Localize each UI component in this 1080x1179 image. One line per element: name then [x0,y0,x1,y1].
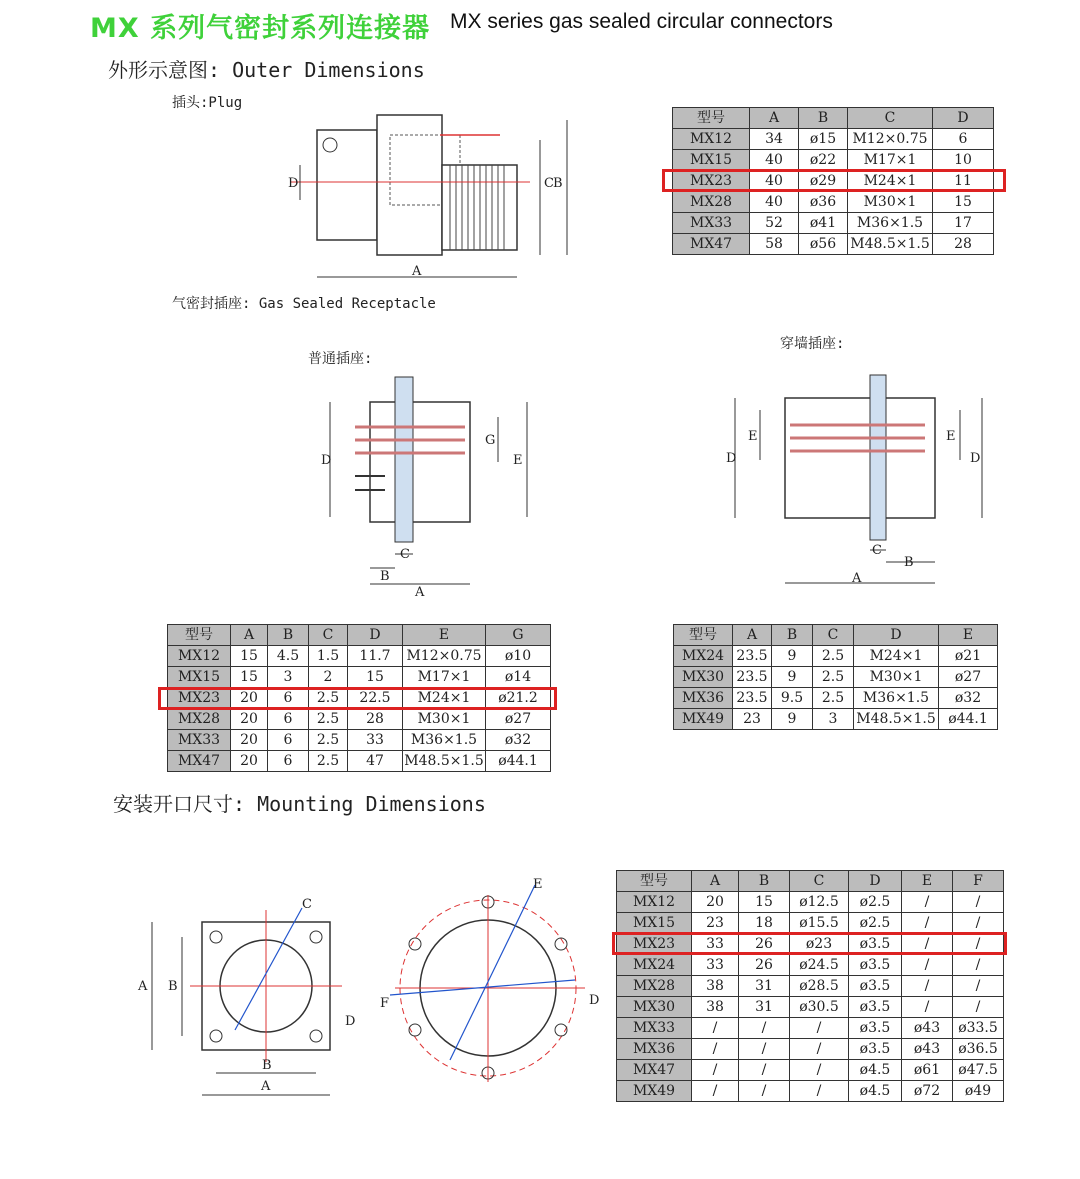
table-cell: 47 [348,751,403,772]
table-cell: M36×1.5 [403,730,486,751]
table-cell: / [902,976,953,997]
table-cell: ø41 [799,213,848,234]
model-cell: MX28 [617,976,692,997]
col-header: E [403,625,486,646]
table-cell: 9.5 [772,688,813,709]
table-row [674,646,998,667]
table-cell: M24×1 [848,171,933,192]
table-cell: / [953,934,1004,955]
table-cell: / [790,1018,849,1039]
table-cell: M12×0.75 [403,646,486,667]
table-cell: 2 [309,667,348,688]
receptacle-label: 气密封插座: Gas Sealed Receptacle [172,296,436,312]
table-cell: 2.5 [813,667,854,688]
normal-dim-b: B [380,569,390,584]
model-cell: MX23 [168,688,231,709]
table-cell: M48.5×1.5 [848,234,933,255]
table-cell: / [739,1039,790,1060]
table-cell: M30×1 [854,667,939,688]
col-header: A [733,625,772,646]
table-cell: / [790,1039,849,1060]
table-cell: ø3.5 [849,934,902,955]
model-cell: MX28 [168,709,231,730]
model-cell: MX23 [673,171,750,192]
table-cell: 2.5 [309,730,348,751]
plug-dim-d: D [288,176,299,191]
normal-dim-g: G [485,433,496,448]
table-cell: / [953,997,1004,1018]
wall-dim-d-right: D [970,451,981,466]
table-cell: / [902,997,953,1018]
col-header: C [848,108,933,129]
table-row [673,213,994,234]
table-cell: ø12.5 [790,892,849,913]
model-cell: MX33 [617,1018,692,1039]
table-cell: M24×1 [403,688,486,709]
col-header: B [739,871,790,892]
model-cell: MX15 [617,913,692,934]
table-cell: / [739,1018,790,1039]
wall-receptacle-table [673,624,998,730]
table-cell: ø2.5 [849,892,902,913]
table-cell: 15 [348,667,403,688]
wall-dim-e-right: E [946,429,956,444]
mount-dim-d-round: D [589,993,600,1008]
col-header: B [799,108,848,129]
table-row [168,709,551,730]
table-cell: 40 [750,150,799,171]
table-cell: / [953,976,1004,997]
table-cell: 18 [739,913,790,934]
table-cell: ø3.5 [849,1039,902,1060]
table-row [673,129,994,150]
table-row [673,234,994,255]
round-mount-drawing [375,870,610,1090]
table-row [617,913,1004,934]
table-cell: 20 [231,688,268,709]
table-cell: 15 [231,667,268,688]
table-row [617,1039,1004,1060]
highlight-mx23-plug [662,169,1006,192]
table-cell: ø47.5 [953,1060,1004,1081]
table-cell: 23 [733,709,772,730]
mounting-dimensions-heading: 安装开口尺寸: Mounting Dimensions [113,792,486,816]
mount-hole-icon [409,938,421,950]
table-cell: 4.5 [268,646,309,667]
table-cell: ø43 [902,1039,953,1060]
plug-screw-icon [323,138,337,152]
table-cell: ø72 [902,1081,953,1102]
model-cell: MX30 [674,667,733,688]
normal-dim-a: A [415,585,425,600]
table-cell: ø56 [799,234,848,255]
col-header: E [939,625,998,646]
table-cell: 20 [231,730,268,751]
model-cell: MX12 [168,646,231,667]
receptacle-flange [395,377,413,542]
table-cell: 58 [750,234,799,255]
table-cell: 38 [692,997,739,1018]
wall-receptacle-body [785,398,935,518]
table-cell: / [953,913,1004,934]
table-cell: ø22 [799,150,848,171]
table-row [674,688,998,709]
table-cell: / [953,892,1004,913]
table-cell: ø21 [939,646,998,667]
table-cell: ø28.5 [790,976,849,997]
model-cell: MX36 [674,688,733,709]
table-cell: ø36 [799,192,848,213]
table-row [617,997,1004,1018]
table-cell: 6 [268,730,309,751]
model-cell: MX23 [617,934,692,955]
table-cell: ø3.5 [849,976,902,997]
model-cell: MX47 [673,234,750,255]
col-header: 型号 [617,871,692,892]
mounting-spec-table [616,870,1004,1102]
table-cell: 15 [231,646,268,667]
table-cell: 17 [933,213,994,234]
table-cell: / [692,1060,739,1081]
model-cell: MX24 [674,646,733,667]
table-cell: 52 [750,213,799,234]
table-cell: 40 [750,171,799,192]
table-cell: 20 [231,751,268,772]
table-cell: ø2.5 [849,913,902,934]
table-cell: 34 [750,129,799,150]
table-cell: / [739,1081,790,1102]
table-cell: 20 [692,892,739,913]
table-cell: / [902,892,953,913]
table-cell: 3 [813,709,854,730]
model-cell: MX47 [617,1060,692,1081]
table-cell: ø10 [486,646,551,667]
table-cell: ø21.2 [486,688,551,709]
normal-receptacle-label: 普通插座: [308,351,373,367]
model-cell: MX30 [617,997,692,1018]
table-row [617,955,1004,976]
table-cell: M17×1 [848,150,933,171]
table-cell: 26 [739,955,790,976]
table-cell: M48.5×1.5 [403,751,486,772]
table-cell: 33 [692,934,739,955]
table-cell: ø27 [486,709,551,730]
model-cell: MX15 [673,150,750,171]
col-header: C [790,871,849,892]
table-row [168,751,551,772]
table-cell: ø24.5 [790,955,849,976]
col-header: B [772,625,813,646]
normal-dim-d: D [321,453,332,468]
model-cell: MX36 [617,1039,692,1060]
table-cell: ø32 [939,688,998,709]
col-header: 型号 [674,625,733,646]
table-cell: 31 [739,997,790,1018]
plug-label: 插头:Plug [172,95,243,111]
model-cell: MX49 [674,709,733,730]
col-header: A [231,625,268,646]
mount-hole-icon [555,938,567,950]
table-cell: 2.5 [813,688,854,709]
model-cell: MX24 [617,955,692,976]
table-cell: 1.5 [309,646,348,667]
table-cell: 2.5 [309,709,348,730]
normal-dim-e: E [513,453,523,468]
table-cell: M17×1 [403,667,486,688]
table-cell: M24×1 [854,646,939,667]
table-cell: ø43 [902,1018,953,1039]
title-chinese: MX 系列气密封系列连接器 [90,13,431,44]
mount-dim-b-horizontal: B [262,1058,272,1073]
table-cell: / [902,913,953,934]
wall-receptacle-label: 穿墙插座: [780,336,845,352]
table-cell: 15 [739,892,790,913]
model-cell: MX12 [673,129,750,150]
model-cell: MX28 [673,192,750,213]
table-cell: / [902,955,953,976]
model-cell: MX12 [617,892,692,913]
table-cell: / [790,1081,849,1102]
table-cell: 6 [933,129,994,150]
mount-dim-a-horizontal: A [261,1079,271,1094]
table-cell: ø27 [939,667,998,688]
wall-dim-b: B [904,555,914,570]
table-row [674,709,998,730]
table-cell: ø36.5 [953,1039,1004,1060]
table-row [168,667,551,688]
table-cell: ø29 [799,171,848,192]
table-cell: ø4.5 [849,1060,902,1081]
table-cell: 23.5 [733,667,772,688]
table-cell: ø3.5 [849,997,902,1018]
table-row [617,892,1004,913]
table-cell: M12×0.75 [848,129,933,150]
col-header: D [348,625,403,646]
table-cell: 6 [268,709,309,730]
col-header: A [692,871,739,892]
table-cell: 31 [739,976,790,997]
table-row [168,730,551,751]
col-header: D [849,871,902,892]
table-cell: ø14 [486,667,551,688]
table-cell: 2.5 [309,751,348,772]
square-mount-drawing [130,890,380,1105]
wall-dim-a: A [852,571,862,586]
table-cell: ø3.5 [849,955,902,976]
table-cell: 9 [772,709,813,730]
table-cell: 9 [772,646,813,667]
table-cell: 9 [772,667,813,688]
table-cell: 2.5 [309,688,348,709]
table-cell: / [739,1060,790,1081]
table-cell: ø23 [790,934,849,955]
plug-drawing [270,105,590,285]
mount-dim-b-vertical: B [168,979,178,994]
table-row [617,1081,1004,1102]
col-header: D [933,108,994,129]
model-cell: MX33 [168,730,231,751]
table-cell: 10 [933,150,994,171]
table-cell: ø32 [486,730,551,751]
table-cell: / [692,1018,739,1039]
col-header: C [813,625,854,646]
mount-dim-d: D [345,1014,356,1029]
wall-dim-e: E [748,429,758,444]
table-cell: 2.5 [813,646,854,667]
table-cell: 33 [692,955,739,976]
table-cell: 28 [348,709,403,730]
table-cell: 11 [933,171,994,192]
plug-dim-a: A [412,264,422,279]
model-cell: MX47 [168,751,231,772]
highlight-mx23-mounting [612,932,1007,955]
table-cell: 23 [692,913,739,934]
outer-dimensions-heading: 外形示意图: Outer Dimensions [108,58,425,82]
table-row [617,1060,1004,1081]
table-cell: 40 [750,192,799,213]
table-cell: / [790,1060,849,1081]
table-cell: 3 [268,667,309,688]
table-cell: 6 [268,688,309,709]
table-cell: ø33.5 [953,1018,1004,1039]
table-cell: 33 [348,730,403,751]
title-english: MX series gas sealed circular connectors [450,10,833,33]
table-cell: 6 [268,751,309,772]
table-cell: ø4.5 [849,1081,902,1102]
table-cell: 38 [692,976,739,997]
table-cell: 26 [739,934,790,955]
table-cell: ø15.5 [790,913,849,934]
table-row [673,192,994,213]
table-row [673,150,994,171]
mount-dim-a-vertical: A [138,979,148,994]
table-cell: 20 [231,709,268,730]
highlight-mx23-receptacle [158,687,557,710]
wall-receptacle-drawing [720,370,990,595]
col-header: 型号 [673,108,750,129]
col-header: E [902,871,953,892]
table-cell: 11.7 [348,646,403,667]
table-cell: / [953,955,1004,976]
table-cell: 23.5 [733,688,772,709]
normal-receptacle-drawing [315,372,535,607]
table-cell: 15 [933,192,994,213]
mount-dim-f: F [380,996,390,1011]
table-row [617,1018,1004,1039]
model-cell: MX49 [617,1081,692,1102]
table-row [674,667,998,688]
model-cell: MX15 [168,667,231,688]
col-header: D [854,625,939,646]
plug-body-rear [317,130,377,240]
normal-dim-c: C [400,547,410,562]
table-cell: ø44.1 [939,709,998,730]
plug-dim-b: B [553,176,563,191]
table-cell: ø30.5 [790,997,849,1018]
table-cell: ø3.5 [849,1018,902,1039]
wall-receptacle-flange [870,375,886,540]
mount-dim-c: C [302,897,312,912]
col-header: F [953,871,1004,892]
table-cell: / [692,1039,739,1060]
table-cell: ø15 [799,129,848,150]
receptacle-body [370,402,470,522]
table-row [617,976,1004,997]
table-cell: M30×1 [403,709,486,730]
model-cell: MX33 [673,213,750,234]
col-header: A [750,108,799,129]
table-cell: M48.5×1.5 [854,709,939,730]
table-cell: ø44.1 [486,751,551,772]
plug-body-mid [377,115,442,255]
table-cell: / [902,934,953,955]
table-cell: 28 [933,234,994,255]
table-cell: M36×1.5 [854,688,939,709]
col-header: C [309,625,348,646]
table-cell: ø61 [902,1060,953,1081]
mount-dim-e: E [533,877,543,892]
table-cell: / [692,1081,739,1102]
wall-dim-c: C [872,543,882,558]
table-cell: 23.5 [733,646,772,667]
col-header: B [268,625,309,646]
table-cell: M30×1 [848,192,933,213]
plug-dim-c: C [544,176,554,191]
col-header: G [486,625,551,646]
table-cell: M36×1.5 [848,213,933,234]
table-cell: ø49 [953,1081,1004,1102]
table-row [168,646,551,667]
table-cell: 22.5 [348,688,403,709]
wall-dim-d: D [726,451,737,466]
col-header: 型号 [168,625,231,646]
